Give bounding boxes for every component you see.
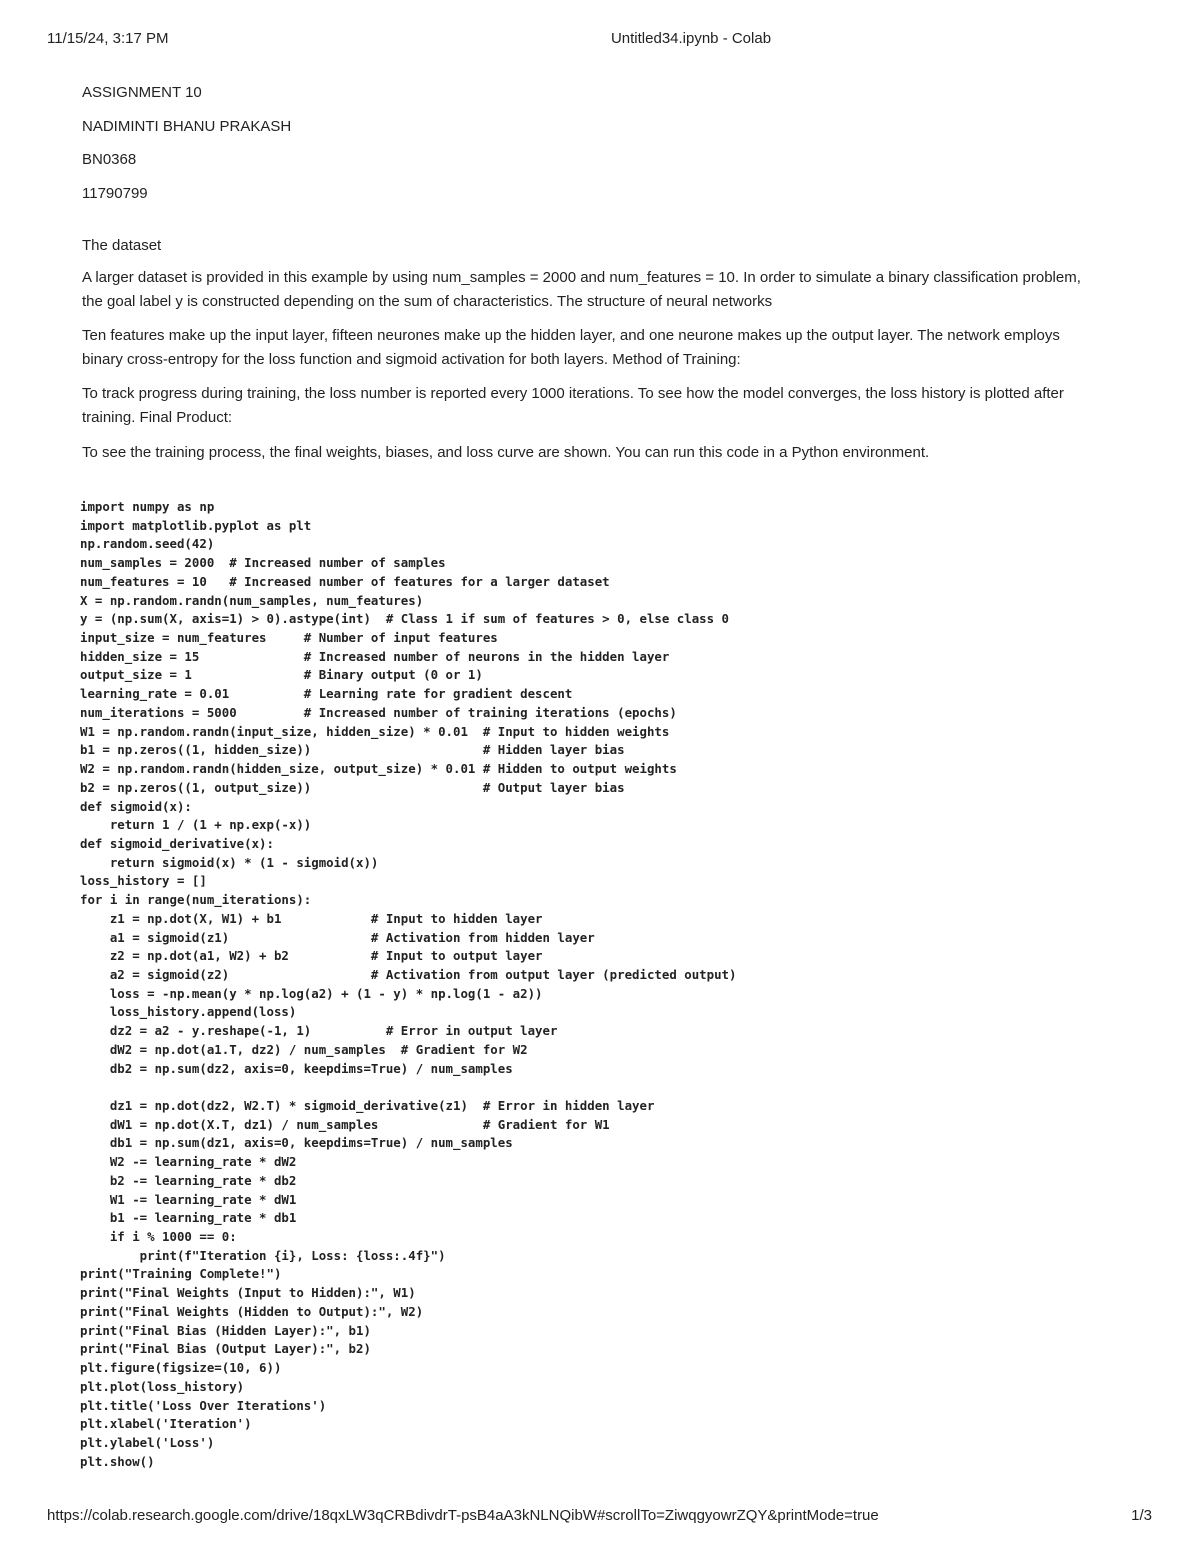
code-line <box>80 1078 736 1097</box>
code-line: input_size = num_features # Number of input features <box>80 630 498 646</box>
code-line: loss = -np.mean(y * np.log(a2) + (1 - y) * np.log(1 - a2)) <box>80 985 543 1001</box>
code-cell[interactable] <box>80 498 736 1471</box>
code-line: b1 = np.zeros((1, hidden_size)) # Hidden layer bias <box>80 742 625 758</box>
code-line: num_features = 10 # Increased number of features for a larger dataset <box>80 573 610 589</box>
page-title: Untitled34.ipynb - Colab <box>610 30 772 47</box>
code-line: for i in range(num_iterations): <box>80 892 312 908</box>
code-line: plt.plot(loss_history) <box>80 1378 245 1394</box>
dataset-heading: The dataset <box>82 237 162 254</box>
code-line: loss_history = [] <box>80 873 207 889</box>
code-line: np.random.seed(42) <box>80 536 215 552</box>
code-line: loss_history.append(loss) <box>80 1004 297 1020</box>
code-line: print("Final Bias (Output Layer):", b2) <box>80 1341 371 1357</box>
code-line: X = np.random.randn(num_samples, num_features) <box>80 592 424 608</box>
footer-url: https://colab.research.google.com/drive/18qxLW3qCRBdivdrT-psB4aA3kNLNQibW#scrollTo=ZiwqgyowrZQY&printMode=true <box>47 1507 879 1524</box>
code-line: plt.show() <box>80 1453 155 1469</box>
code-line: z2 = np.dot(a1, W2) + b2 # Input to output layer <box>80 948 543 964</box>
page-number: 1/3 <box>1131 1507 1152 1524</box>
paragraph-final: To see the training process, the final weights, biases, and loss curve are shown. You can run this code in a Python environment. <box>82 444 930 461</box>
code-line: hidden_size = 15 # Increased number of neurons in the hidden layer <box>80 648 670 664</box>
code-line: db2 = np.sum(dz2, axis=0, keepdims=True) / num_samples <box>80 1060 513 1076</box>
code-line: a1 = sigmoid(z1) # Activation from hidden layer <box>80 929 595 945</box>
code-line: print("Final Bias (Hidden Layer):", b1) <box>80 1322 371 1338</box>
code-line: plt.ylabel('Loss') <box>80 1434 215 1450</box>
student-name: NADIMINTI BHANU PRAKASH <box>82 118 292 135</box>
paragraph-training: To track progress during training, the loss number is reported every 1000 iterations. To see how the model converges, the loss history is plotted after training. Final Product: <box>82 385 1064 426</box>
code-line: dW1 = np.dot(X.T, dz1) / num_samples # Gradient for W1 <box>80 1116 610 1132</box>
code-line: W2 = np.random.randn(hidden_size, output_size) * 0.01 # Hidden to output weights <box>80 761 677 777</box>
code-line: def sigmoid(x): <box>80 798 192 814</box>
assignment-title: ASSIGNMENT 10 <box>82 84 202 101</box>
code-line: print("Final Weights (Hidden to Output):", W2) <box>80 1303 424 1319</box>
code-line: if i % 1000 == 0: <box>80 1229 237 1245</box>
code-line: def sigmoid_derivative(x): <box>80 835 274 851</box>
code-line: dW2 = np.dot(a1.T, dz2) / num_samples # Gradient for W2 <box>80 1041 528 1057</box>
code-line: db1 = np.sum(dz1, axis=0, keepdims=True) / num_samples <box>80 1135 513 1151</box>
print-datetime: 11/15/24, 3:17 PM <box>47 30 169 47</box>
code-line: import numpy as np <box>80 499 215 514</box>
code-line: a2 = sigmoid(z2) # Activation from output layer (predicted output) <box>80 966 737 982</box>
student-id: 11790799 <box>82 185 148 202</box>
code-line: num_samples = 2000 # Increased number of samples <box>80 555 446 571</box>
code-line: plt.title('Loss Over Iterations') <box>80 1397 327 1413</box>
code-line: y = (np.sum(X, axis=1) > 0).astype(int) # Class 1 if sum of features > 0, else class 0 <box>80 611 730 627</box>
code-line: return sigmoid(x) * (1 - sigmoid(x)) <box>80 854 379 870</box>
batch-code: BN0368 <box>82 151 137 168</box>
code-line: learning_rate = 0.01 # Learning rate for gradient descent <box>80 686 573 702</box>
code-line: W1 = np.random.randn(input_size, hidden_size) * 0.01 # Input to hidden weights <box>80 723 670 739</box>
code-line: print(f"Iteration {i}, Loss: {loss:.4f}") <box>80 1247 446 1263</box>
paragraph-dataset: A larger dataset is provided in this example by using num_samples = 2000 and num_features = 10. In order to simulate a binary classification problem, the goal label y is constructed depending on the sum of characteristics. The structure of neural networks <box>82 269 1081 310</box>
code-line: b2 = np.zeros((1, output_size)) # Output layer bias <box>80 779 625 795</box>
code-line: b1 -= learning_rate * db1 <box>80 1210 297 1226</box>
code-line: plt.figure(figsize=(10, 6)) <box>80 1360 282 1376</box>
code-line: print("Final Weights (Input to Hidden):", W1) <box>80 1285 416 1301</box>
code-line: output_size = 1 # Binary output (0 or 1) <box>80 667 483 683</box>
paragraph-network: Ten features make up the input layer, fifteen neurones make up the hidden layer, and one neurone makes up the output layer. The network employs binary cross-entropy for the loss function and sigmoid activation for both layers. Method of Training: <box>82 327 1060 368</box>
code-line: z1 = np.dot(X, W1) + b1 # Input to hidden layer <box>80 910 543 926</box>
code-line: import matplotlib.pyplot as plt <box>80 517 312 533</box>
code-line: W2 -= learning_rate * dW2 <box>80 1154 297 1170</box>
code-line: print("Training Complete!") <box>80 1266 282 1282</box>
code-line: dz1 = np.dot(dz2, W2.T) * sigmoid_derivative(z1) # Error in hidden layer <box>80 1098 655 1113</box>
code-line: plt.xlabel('Iteration') <box>80 1416 252 1432</box>
code-line: b2 -= learning_rate * db2 <box>80 1172 297 1188</box>
code-line: W1 -= learning_rate * dW1 <box>80 1191 297 1207</box>
code-line: num_iterations = 5000 # Increased number of training iterations (epochs) <box>80 704 677 720</box>
code-line: return 1 / (1 + np.exp(-x)) <box>80 817 312 833</box>
code-line: dz2 = a2 - y.reshape(-1, 1) # Error in output layer <box>80 1023 558 1039</box>
